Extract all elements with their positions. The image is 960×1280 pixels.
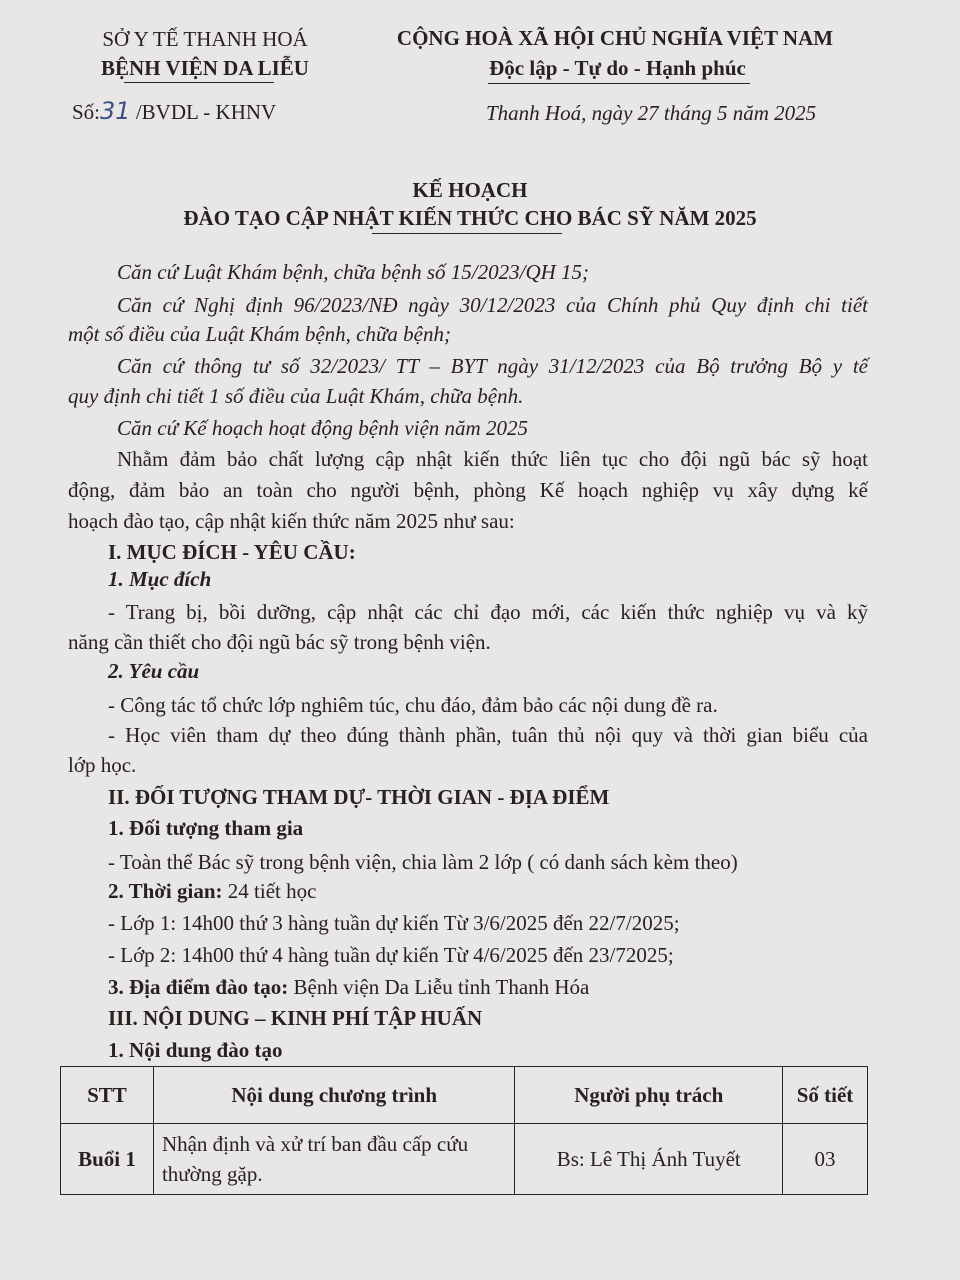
header-left-rule [124, 82, 274, 83]
title-underline [372, 233, 562, 234]
basis-circular-line1: Căn cứ thông tư số 32/2023/ TT – BYT ngày 31/12/2023 của Bộ trưởng Bộ y tế [117, 354, 868, 378]
requirement-line3: lớp học. [68, 753, 137, 777]
intro-line2: động, đảm bảo an toàn cho người bệnh, phòng Kế hoạch nghiệp vụ xây dựng kế [68, 478, 868, 502]
plan-title: KẾ HOẠCH [412, 178, 528, 202]
place-date: Thanh Hoá, ngày 27 tháng 5 năm 2025 [486, 101, 817, 125]
row-periods: 03 [783, 1124, 868, 1195]
doc-number-suffix: /BVDL - KHNV [135, 100, 277, 124]
place-line [108, 972, 589, 1002]
row-stt: Buổi 1 [61, 1124, 154, 1195]
row-person: Bs: Lê Thị Ánh Tuyết [515, 1124, 783, 1195]
hospital-name: BỆNH VIỆN DA LIỄU [101, 56, 309, 80]
motto-underline [488, 83, 750, 84]
intro-line1: Nhằm đảm bảo chất lượng cập nhật kiến thức liên tục cho đội ngũ bác sỹ hoạt [117, 447, 868, 471]
section2-heading: II. ĐỐI TƯỢNG THAM DỰ- THỜI GIAN - ĐỊA ĐIỂM [108, 785, 610, 809]
place-value: Bệnh viện Da Liễu tỉnh Thanh Hóa [288, 975, 590, 999]
header-content: Nội dung chương trình [153, 1067, 514, 1124]
basis-decree-line2: một số điều của Luật Khám bệnh, chữa bệnh; [68, 322, 451, 346]
training-table [60, 1066, 868, 1195]
class1-schedule: - Lớp 1: 14h00 thứ 3 hàng tuần dự kiến Từ 3/6/2025 đến 22/7/2025; [108, 911, 680, 935]
requirement-heading: 2. Yêu cầu [108, 659, 200, 683]
intro-line3: hoạch đào tạo, cập nhật kiến thức năm 2025 như sau: [68, 509, 515, 533]
purpose-line1: - Trang bị, bồi dưỡng, cập nhật các chỉ đạo mới, các kiến thức nghiệp vụ và kỹ [108, 600, 868, 624]
content-heading: 1. Nội dung đào tạo [108, 1038, 283, 1062]
doc-number-handwritten: 31 [100, 97, 131, 125]
nation-title: CỘNG HOÀ XÃ HỘI CHỦ NGHĨA VIỆT NAM [396, 26, 834, 50]
table-row [61, 1124, 868, 1195]
target-line: - Toàn thể Bác sỹ trong bệnh viện, chia làm 2 lớp ( có danh sách kèm theo) [108, 850, 738, 874]
purpose-heading: 1. Mục đích [108, 567, 212, 591]
requirement-line2: - Học viên tham dự theo đúng thành phần, tuân thủ nội quy và thời gian biểu của [108, 723, 868, 747]
table-header-row [61, 1067, 868, 1124]
basis-law: Căn cứ Luật Khám bệnh, chữa bệnh số 15/2023/QH 15; [117, 260, 590, 284]
document-number [72, 96, 276, 127]
time-value: 24 tiết học [222, 879, 317, 903]
doc-number-prefix: Số: [72, 100, 101, 124]
class2-schedule: - Lớp 2: 14h00 thứ 4 hàng tuần dự kiến Từ 4/6/2025 đến 23/72025; [108, 943, 674, 967]
basis-decree-line1: Căn cứ Nghị định 96/2023/NĐ ngày 30/12/2023 của Chính phủ Quy định chi tiết [117, 293, 868, 317]
place-label: 3. Địa điểm đào tạo: [108, 975, 289, 999]
basis-hospital-plan: Căn cứ Kế hoạch hoạt động bệnh viện năm 2025 [117, 416, 528, 440]
plan-subtitle: ĐÀO TẠO CẬP NHẬT KIẾN THỨC CHO BÁC SỸ NĂM 2025 [183, 206, 757, 230]
header-person: Người phụ trách [515, 1067, 783, 1124]
time-line [108, 876, 316, 906]
requirement-line1: - Công tác tổ chức lớp nghiêm túc, chu đáo, đảm bảo các nội dung đề ra. [108, 693, 718, 717]
target-heading: 1. Đối tượng tham gia [108, 816, 304, 840]
header-periods: Số tiết [783, 1067, 868, 1124]
row-content: Nhận định và xử trí ban đầu cấp cứu thường gặp. [153, 1124, 514, 1195]
basis-circular-line2: quy định chi tiết 1 số điều của Luật Khám, chữa bệnh. [68, 384, 524, 408]
time-label: 2. Thời gian: [108, 879, 223, 903]
section1-heading: I. MỤC ĐÍCH - YÊU CẦU: [108, 540, 356, 564]
section3-heading: III. NỘI DUNG – KINH PHÍ TẬP HUẤN [108, 1006, 483, 1030]
purpose-line2: năng cần thiết cho đội ngũ bác sỹ trong bệnh viện. [68, 630, 491, 654]
national-motto: Độc lập - Tự do - Hạnh phúc [489, 56, 746, 80]
agency-name: SỞ Y TẾ THANH HOÁ [102, 27, 308, 51]
header-stt: STT [61, 1067, 154, 1124]
